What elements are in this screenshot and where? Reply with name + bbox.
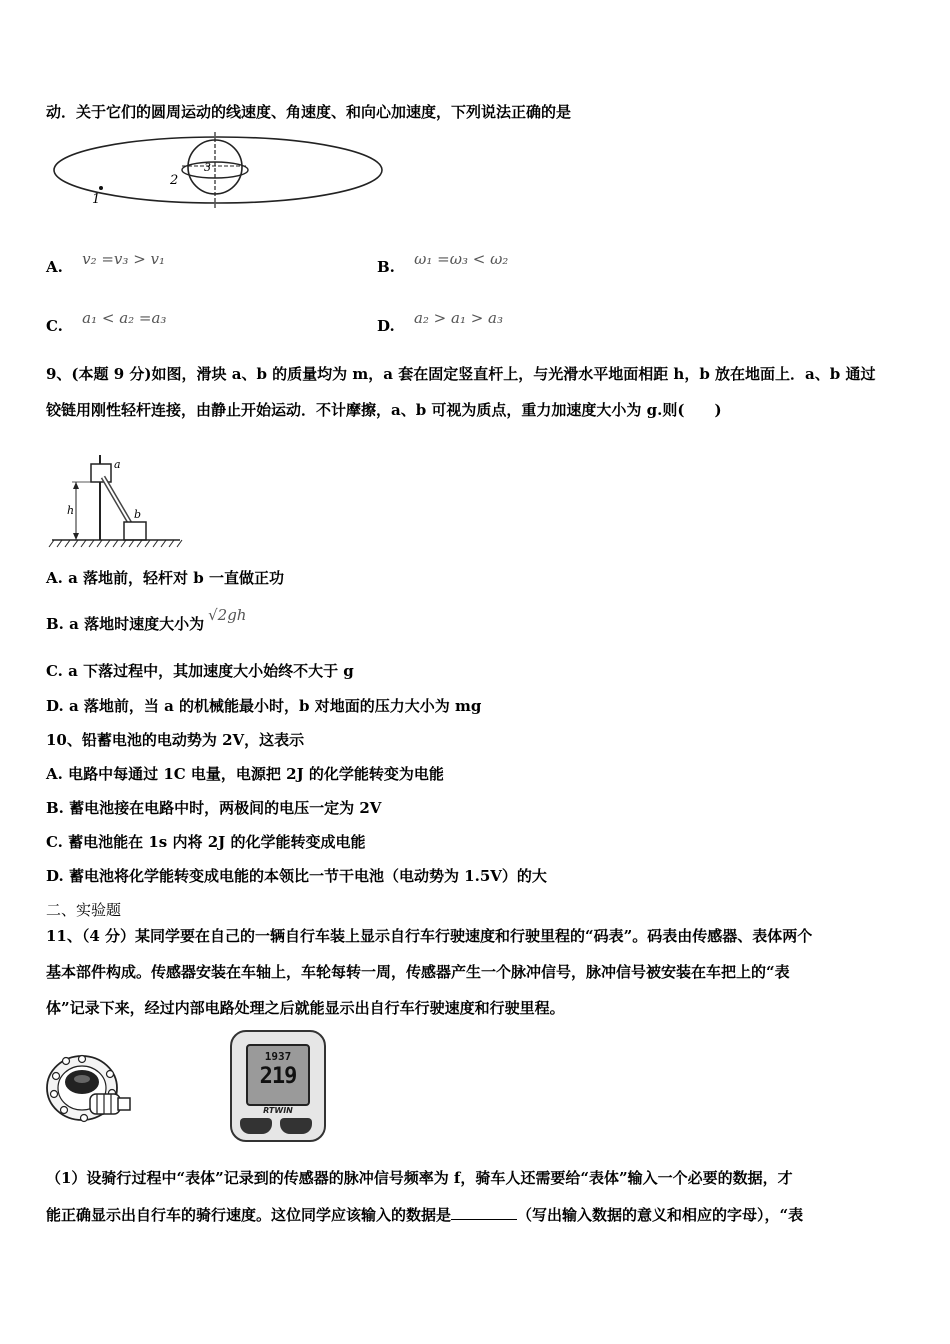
bike-computer-figure — [230, 1030, 326, 1142]
q10-option-b[interactable]: B. 蓄电池接在电路中时，两极间的电压一定为 2V — [46, 799, 382, 817]
q9-stem-line1: 9、(本题 9 分)如图，滑块 a、b 的质量均为 m，a 套在固定竖直杆上，与光滑水平地面相距 h，b 放在地面上．a、b 通过 — [46, 365, 876, 383]
meter-brand: RTWIN — [263, 1106, 293, 1115]
fig-label-h: h — [67, 504, 75, 517]
q10-option-d[interactable]: D. 蓄电池将化学能转变成电能的本领比一节干电池（电动势为 1.5V）的大 — [46, 867, 547, 885]
hub-sensor-figure — [42, 1048, 132, 1136]
q10-option-c[interactable]: C. 蓄电池能在 1s 内将 2J 的化学能转变成电能 — [46, 833, 366, 851]
q9-stem-line2: 铰链用刚性轻杆连接，由静止开始运动．不计摩擦，a、b 可视为质点，重力加速度大小为 g.则( ) — [46, 401, 722, 419]
fig-label-2: 2 — [170, 173, 179, 188]
meter-top-reading: 1937 — [264, 1050, 292, 1063]
q8-option-d[interactable]: D. a₂ > a₁ > a₃ — [377, 309, 504, 335]
q8-option-a-math: v₂ =v₃ > v₁ — [82, 250, 166, 268]
q8-option-b[interactable]: B. ω₁ =ω₃ < ω₂ — [377, 250, 509, 276]
q8-option-d-math: a₂ > a₁ > a₃ — [413, 309, 504, 327]
fig-label-a: a — [114, 458, 121, 471]
section-title: 二、实验题 — [46, 901, 122, 919]
q9-option-c[interactable]: C. a 下落过程中，其加速度大小始终不大于 g — [46, 662, 354, 680]
q9-option-d[interactable]: D. a 落地前，当 a 的机械能最小时，b 对地面的压力大小为 mg — [46, 697, 482, 715]
fig-label-1: 1 — [92, 192, 101, 207]
q8-option-c[interactable]: C. a₁ < a₂ =a₃ — [46, 309, 167, 335]
slider-rod-figure — [48, 455, 188, 550]
q11-stem-line2: 基本部件构成。传感器安装在车轴上，车轮每转一周，传感器产生一个脉冲信号，脉冲信号被安装在车把上的“表 — [46, 963, 790, 981]
q8-option-c-math: a₁ < a₂ =a₃ — [82, 309, 167, 327]
q8-option-a[interactable]: A. v₂ =v₃ > v₁ — [46, 250, 166, 276]
q8-option-b-math: ω₁ =ω₃ < ω₂ — [414, 250, 509, 268]
orbit-figure — [52, 130, 387, 215]
meter-screen — [246, 1044, 310, 1106]
q10-option-a[interactable]: A. 电路中每通过 1C 电量，电源把 2J 的化学能转变为电能 — [46, 765, 444, 783]
answer-blank[interactable] — [451, 1205, 517, 1220]
q9-option-b[interactable]: B. a 落地时速度大小为 √2gh — [46, 606, 247, 633]
meter-right-button — [280, 1118, 312, 1134]
q11-sub1-line1: （1）设骑行过程中“表体”记录到的传感器的脉冲信号频率为 f，骑车人还需要给“表体”输入一个必要的数据，才 — [46, 1169, 793, 1187]
q11-stem-line3: 体”记录下来，经过内部电路处理之后就能显示出自行车行驶速度和行驶里程。 — [46, 999, 565, 1017]
q11-stem-line1: 11、（4 分）某同学要在自己的一辆自行车装上显示自行车行驶速度和行驶里程的“码表”。码表由传感器、表体两个 — [46, 927, 813, 945]
q9-option-a[interactable]: A. a 落地前，轻杆对 b 一直做正功 — [46, 569, 284, 587]
q8-stem: 动．关于它们的圆周运动的线速度、角速度、和向心加速度，下列说法正确的是 — [46, 103, 572, 121]
q9-option-b-math: √2gh — [208, 606, 247, 624]
meter-left-button — [240, 1118, 272, 1134]
q10-stem: 10、铅蓄电池的电动势为 2V，这表示 — [46, 731, 305, 749]
meter-main-reading: 219 — [259, 1064, 297, 1089]
fig-label-3: 3 — [204, 161, 211, 174]
fig-label-b: b — [134, 508, 142, 521]
q11-sub1-line2: 能正确显示出自行车的骑行速度。这位同学应该输入的数据是 （写出输入数据的意义和相应的字母），“表 — [46, 1206, 804, 1224]
